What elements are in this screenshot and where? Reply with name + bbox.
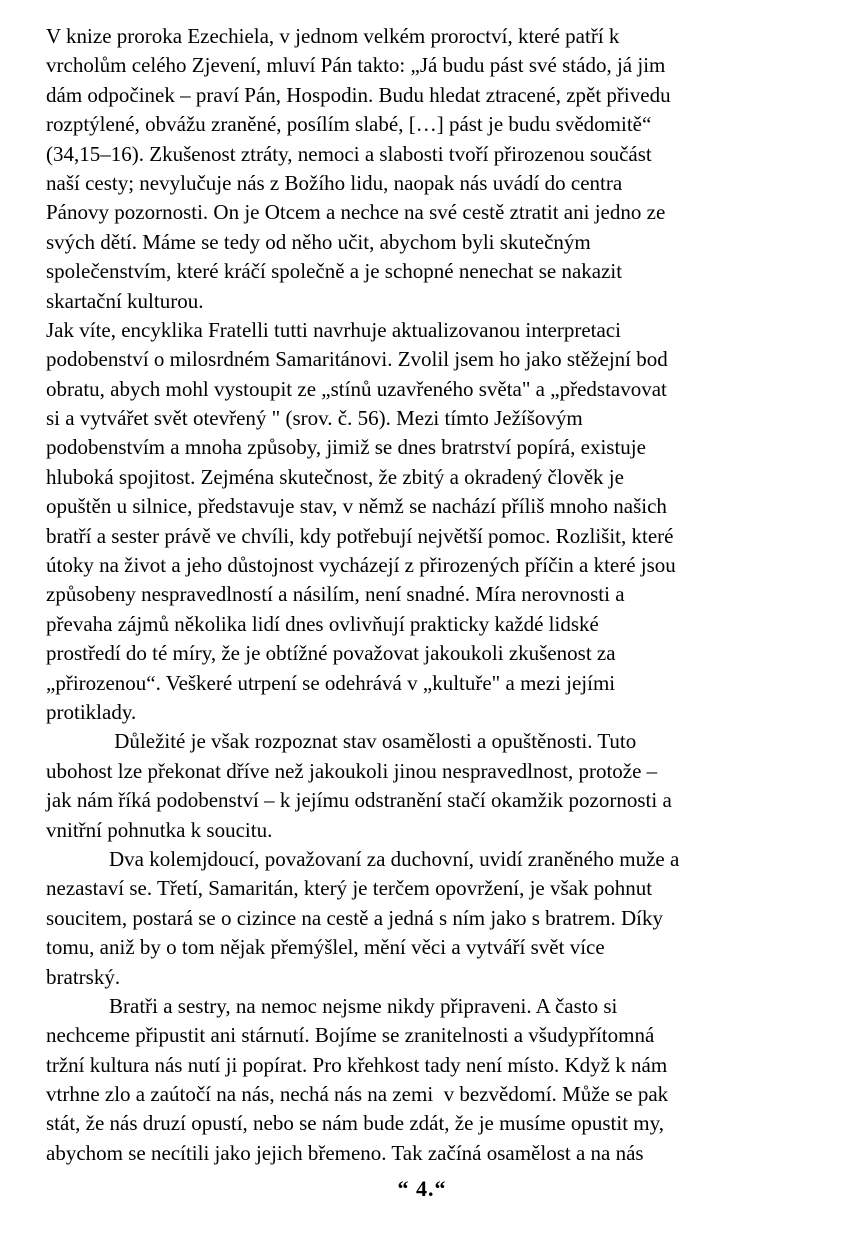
text-line: tomu, aniž by o tom nějak přemýšlel, mění věci a vytváří svět více — [46, 935, 605, 960]
text-line: skartační kulturou. — [46, 288, 204, 313]
text-line: Důležité je však rozpoznat stav osamělosti a opuštěnosti. Tuto — [46, 729, 637, 754]
text-line: společenstvím, které kráčí společně a je schopné nenechat se nakazit — [46, 259, 623, 284]
text-line: podobenstvím a mnoha způsoby, jimiž se dnes bratrství popírá, existuje — [46, 435, 646, 460]
text-line: Dva kolemjdoucí, považovaní za duchovní, uvidí zraněného muže a — [46, 846, 680, 871]
page-number: “ 4.“ — [397, 1176, 447, 1201]
text-line: tržní kultura nás nutí ji popírat. Pro křehkost tady není místo. Když k nám — [46, 1052, 668, 1077]
text-line: hluboká spojitost. Zejména skutečnost, že zbitý a okradený člověk je — [46, 464, 624, 489]
text-line: vnitřní pohnutka k soucitu. — [46, 817, 273, 842]
text-line: podobenství o milosrdném Samaritánovi. Zvolil jsem ho jako stěžejní bod — [46, 347, 668, 372]
text-line: protiklady. — [46, 699, 137, 724]
text-line: útoky na život a jeho důstojnost vycházejí z přirozených příčin a které jsou — [46, 553, 676, 578]
document-body — [46, 22, 806, 1168]
text-line: nezastaví se. Třetí, Samaritán, který je terčem opovržení, je však pohnut — [46, 876, 653, 901]
text-line: V knize proroka Ezechiela, v jednom velkém proroctví, které patří k — [46, 24, 620, 48]
text-line: soucitem, postará se o cizince na cestě a jedná s ním jako s bratrem. Díky — [46, 905, 663, 930]
text-line: převaha zájmů několika lidí dnes ovlivňují prakticky každé lidské — [46, 611, 599, 636]
text-line: prostředí do té míry, že je obtížné považovat jakoukoli zkušenost za — [46, 641, 616, 666]
text-line: bratrský. — [46, 964, 121, 989]
text-line: si a vytvářet svět otevřený " (srov. č. 56). Mezi tímto Ježíšovým — [46, 406, 583, 431]
text-line: nechceme připustit ani stárnutí. Bojíme se zranitelnosti a všudypřítomná — [46, 1023, 655, 1048]
text-line: obratu, abych mohl vystoupit ze „stínů uzavřeného světa" a „představovat — [46, 376, 667, 401]
text-line: naší cesty; nevylučuje nás z Božího lidu, naopak nás uvádí do centra — [46, 170, 623, 195]
text-line: vtrhne zlo a zaútočí na nás, nechá nás na zemi v bezvědomí. Může se pak — [46, 1082, 669, 1107]
text-line: Bratři a sestry, na nemoc nejsme nikdy připraveni. A často si — [46, 993, 618, 1018]
text-line: svých dětí. Máme se tedy od něho učit, abychom byli skutečným — [46, 229, 591, 254]
text-line: abychom se necítili jako jejich břemeno. Tak začíná osamělost a na nás — [46, 1140, 644, 1165]
text-line: ubohost lze překonat dříve než jakoukoli jinou nespravedlnost, protože – — [46, 758, 658, 783]
text-line: stát, že nás druzí opustí, nebo se nám bude zdát, že je musíme opustit my, — [46, 1111, 664, 1136]
text-line: „přirozenou“. Veškeré utrpení se odehrává v „kultuře" a mezi jejími — [46, 670, 616, 695]
text-line: Pánovy pozornosti. On je Otcem a nechce na své cestě ztratit ani jedno ze — [46, 200, 666, 225]
text-line: opuštěn u silnice, představuje stav, v němž se nachází příliš mnoho našich — [46, 494, 667, 519]
text-line: (34,15–16). Zkušenost ztráty, nemoci a slabosti tvoří přirozenou součást — [46, 141, 652, 166]
text-line: jak nám říká podobenství – k jejímu odstranění stačí okamžik pozornosti a — [46, 788, 672, 813]
text-line: Jak víte, encyklika Fratelli tutti navrhuje aktualizovanou interpretaci — [46, 317, 621, 342]
text-line: vrcholům celého Zjevení, mluví Pán takto: „Já budu pást své stádo, já jim — [46, 53, 666, 78]
text-line: způsobeny nespravedlností a násilím, není snadné. Míra nerovnosti a — [46, 582, 625, 607]
text-line: bratří a sester právě ve chvíli, kdy potřebují největší pomoc. Rozlišit, které — [46, 523, 674, 548]
text-line: rozptýlené, obvážu zraněné, posílím slabé, […] pást je budu svědomitě“ — [46, 112, 652, 137]
text-line: dám odpočinek – praví Pán, Hospodin. Budu hledat ztracené, zpět přivedu — [46, 82, 671, 107]
